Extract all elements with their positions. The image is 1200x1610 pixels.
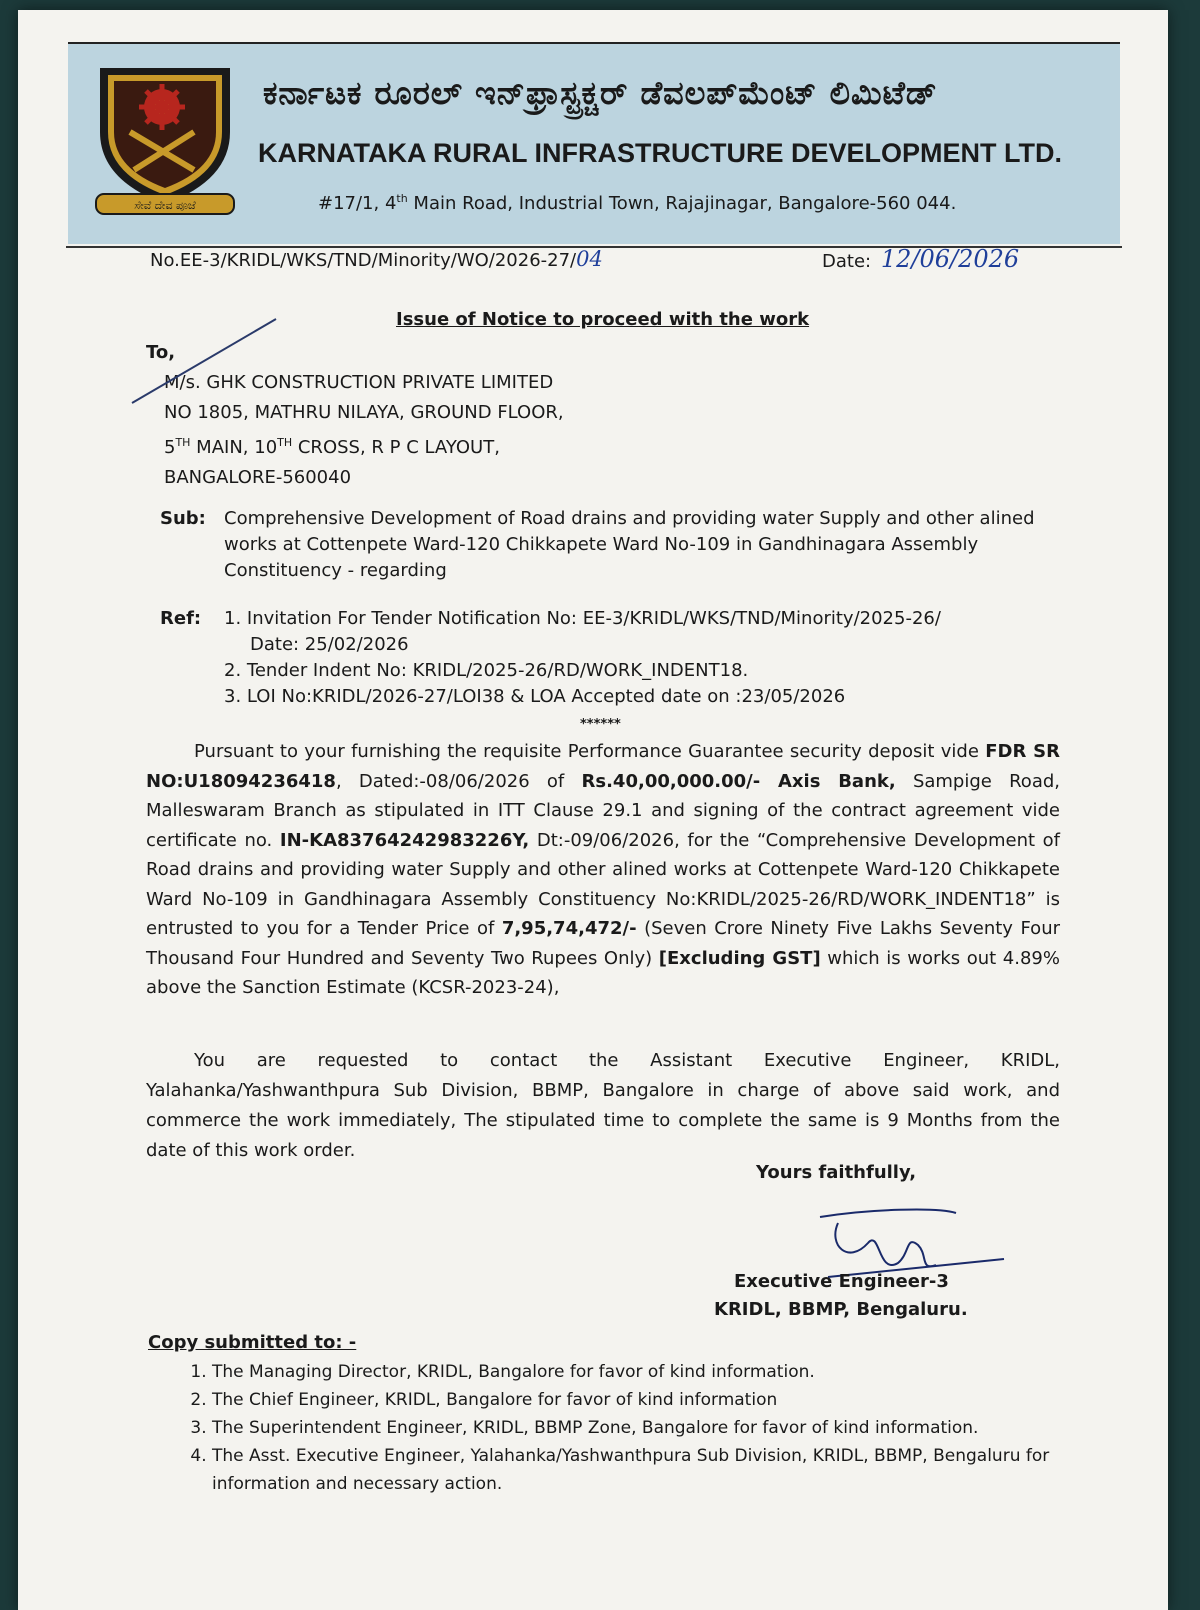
reference-item: 3. LOI No:KRIDL/2026-27/LOI38 & LOA Accepted date on :23/05/2026 — [224, 686, 846, 707]
letterhead — [68, 42, 1120, 244]
copy-to-heading: Copy submitted to: - — [148, 1332, 357, 1353]
body-paragraph-2: You are requested to contact the Assistant Executive Engineer, KRIDL, Yalahanka/Yashwanthpura Sub Division, BBMP, Bangalore in charge of above said work, and commerce the work immediately, The stipulated time to complete the same is 9 Months from the date of this work order. — [146, 1050, 1060, 1161]
addressee-line: BANGALORE-560040 — [164, 467, 352, 488]
address-sup: th — [396, 192, 408, 205]
letter-title: Issue of Notice to proceed with the work — [396, 309, 810, 330]
copy-to-item: 2. The Chief Engineer, KRIDL, Bangalore for favor of kind information — [212, 1386, 1090, 1414]
copy-to-list — [180, 1358, 1090, 1498]
date-handwritten: 12/06/2026 — [880, 245, 1020, 273]
company-name: KARNATAKA RURAL INFRASTRUCTURE DEVELOPMENT LTD. — [258, 138, 1062, 168]
separator: ****** — [580, 717, 621, 732]
yours-faithfully: Yours faithfully, — [756, 1162, 917, 1183]
letter-page — [18, 10, 1168, 1610]
date-label: Date: — [822, 251, 872, 272]
copy-to-item: 3. The Superintendent Engineer, KRIDL, BBMP Zone, Bangalore for favor of kind information. — [212, 1414, 1090, 1442]
copy-to-item: 1. The Managing Director, KRIDL, Bangalore for favor of kind information. — [212, 1358, 1090, 1386]
subject-label: Sub: — [160, 508, 206, 529]
address-part: Main Road, Industrial Town, Rajajinagar, Bangalore-560 044. — [407, 193, 957, 214]
letter-date — [822, 246, 1019, 275]
signatory-designation: Executive Engineer-3 — [734, 1271, 949, 1292]
ref-label: Ref: — [160, 608, 202, 629]
emblem-ribbon-text: ಸೇವೆ ದೇವ ಪೂಜೆ — [134, 199, 196, 212]
address-part: #17/1, 4 — [318, 193, 397, 214]
copy-to-item: 4. The Asst. Executive Engineer, Yalahanka/Yashwanthpura Sub Division, KRIDL, BBMP, Bengaluru for information and necessary action. — [212, 1442, 1090, 1498]
reference-list — [224, 606, 1054, 710]
addressee-line: M/s. GHK CONSTRUCTION PRIVATE LIMITED — [164, 372, 554, 393]
reference-item: 1. Invitation For Tender Notification No: EE-3/KRIDL/WKS/TND/Minority/2025-26/ — [224, 608, 941, 629]
pen-stroke-mark — [126, 315, 286, 410]
kridl-emblem-logo — [90, 62, 240, 222]
addressee-line: 5TH MAIN, 10TH CROSS, R P C LAYOUT, — [164, 436, 500, 458]
signatory-office: KRIDL, BBMP, Bengaluru. — [714, 1299, 968, 1320]
reference-item: 2. Tender Indent No: KRIDL/2025-26/RD/WORK_INDENT18. — [224, 660, 749, 681]
company-address — [318, 192, 1118, 214]
reference-number — [150, 246, 603, 274]
subject-text: Comprehensive Development of Road drains and providing water Supply and other alined works at Cottenpete Ward-120 Chikkapete Ward No-109 in Gandhinagara Assembly Constituency - regarding — [224, 508, 1035, 581]
body-paragraph-1: Pursuant to your furnishing the requisite Performance Guarantee security deposit vide FDR SR NO:U18094236418, Dated:-08/06/2026 of Rs.40,00,000.00/- Axis Bank, Sampige Road, Malleswaram Branch as stipulated in ITT Clause 29.1 and signing of the contract agreement vide certificate no. IN-KA83764242983226Y, Dt:-09/06/2026, for the “Comprehensive Development of Road drains and providing water Supply and other alined works at Cottenpete Ward-120 Chikkapete Ward No-109 in Gandhinagara Assembly Constituency No:KRIDL/2025-26/RD/WORK_INDENT18” is entrusted to you for a Tender Price of 7,95,74,472/- (Seven Crore Ninety Five Lakhs Seventy Four Thousand Four Hundred and Seventy Two Rupees Only) [Excluding GST] which is works out 4.89% above the Sanction Estimate (KCSR-2023-24), — [146, 741, 1060, 998]
to-label: To, — [146, 342, 176, 363]
reference-number-handwritten: 04 — [576, 247, 603, 271]
reference-item: Date: 25/02/2026 — [250, 634, 409, 655]
reference-number-typed: No.EE-3/KRIDL/WKS/TND/Minority/WO/2026-27/ — [150, 250, 577, 271]
addressee-line: NO 1805, MATHRU NILAYA, GROUND FLOOR, — [164, 402, 564, 423]
company-name-kannada: ಕರ್ನಾಟಕ ರೂರಲ್ ಇನ್‌ಫ್ರಾಸ್ಟ್ರಕ್ಚರ್ ಡೆವಲಪ್‌ಮೆಂಟ್ ಲಿಮಿಟೆಡ್ — [263, 74, 938, 112]
